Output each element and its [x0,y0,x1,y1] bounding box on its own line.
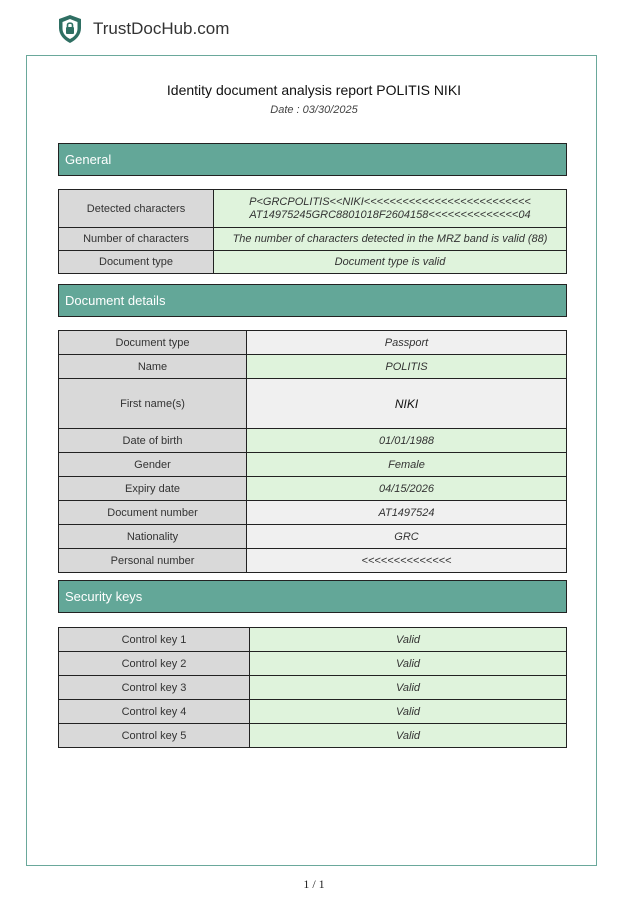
table-row [59,477,567,501]
row-label: Control key 2 [59,652,250,676]
row-value: Valid [250,652,567,676]
row-label: Number of characters [59,228,214,251]
row-value: Valid [250,676,567,700]
row-value: Female [247,453,567,477]
row-label: Detected characters [59,190,214,228]
row-label: Expiry date [59,477,247,501]
row-label: Document type [59,251,214,274]
section-header-document-details: Document details [58,284,567,317]
row-value: Valid [250,628,567,652]
row-value: 04/15/2026 [247,477,567,501]
row-label: Document number [59,501,247,525]
table-row [59,724,567,748]
table-row [59,190,567,228]
row-label: Gender [59,453,247,477]
document-details-table [58,330,567,573]
row-value: Passport [247,331,567,355]
table-row [59,355,567,379]
row-label: Control key 1 [59,628,250,652]
table-row [59,628,567,652]
row-value: AT1497524 [247,501,567,525]
shield-lock-icon [57,14,83,44]
row-value: The number of characters detected in the MRZ band is valid (88) [214,228,567,251]
row-value: NIKI [247,379,567,429]
table-row [59,525,567,549]
row-label: First name(s) [59,379,247,429]
table-row [59,453,567,477]
brand-header [57,14,229,44]
brand-name[interactable]: TrustDocHub.com [93,19,230,38]
section-header-security-keys: Security keys [58,580,567,613]
mrz-line-1: P<GRCPOLITIS<<NIKI<<<<<<<<<<<<<<<<<<<<<<<<<< [249,195,531,208]
row-label: Personal number [59,549,247,573]
row-value: 01/01/1988 [247,429,567,453]
mrz-line-2: AT14975245GRC8801018F2604158<<<<<<<<<<<<<<04 [249,208,531,221]
table-row [59,331,567,355]
table-row [59,501,567,525]
table-row [59,676,567,700]
row-value: POLITIS [247,355,567,379]
report-date: Date : 03/30/2025 [270,104,358,116]
report-title: Identity document analysis report POLITIS NIKI [166,82,462,98]
row-label: Control key 4 [59,700,250,724]
general-table [58,189,567,274]
table-row [59,251,567,274]
row-label: Nationality [59,525,247,549]
table-row [59,228,567,251]
table-row [59,652,567,676]
security-keys-table [58,627,567,748]
table-row [59,700,567,724]
row-label: Control key 5 [59,724,250,748]
row-value: Valid [250,724,567,748]
section-header-general: General [58,143,567,176]
table-row [59,379,567,429]
mrz-value [214,190,567,228]
page-number: 1 / 1 [303,877,325,891]
row-label: Document type [59,331,247,355]
row-value: GRC [247,525,567,549]
row-label: Name [59,355,247,379]
row-label: Date of birth [59,429,247,453]
row-value: <<<<<<<<<<<<<< [247,549,567,573]
row-label: Control key 3 [59,676,250,700]
table-row [59,429,567,453]
table-row [59,549,567,573]
row-value: Valid [250,700,567,724]
row-value: Document type is valid [214,251,567,274]
